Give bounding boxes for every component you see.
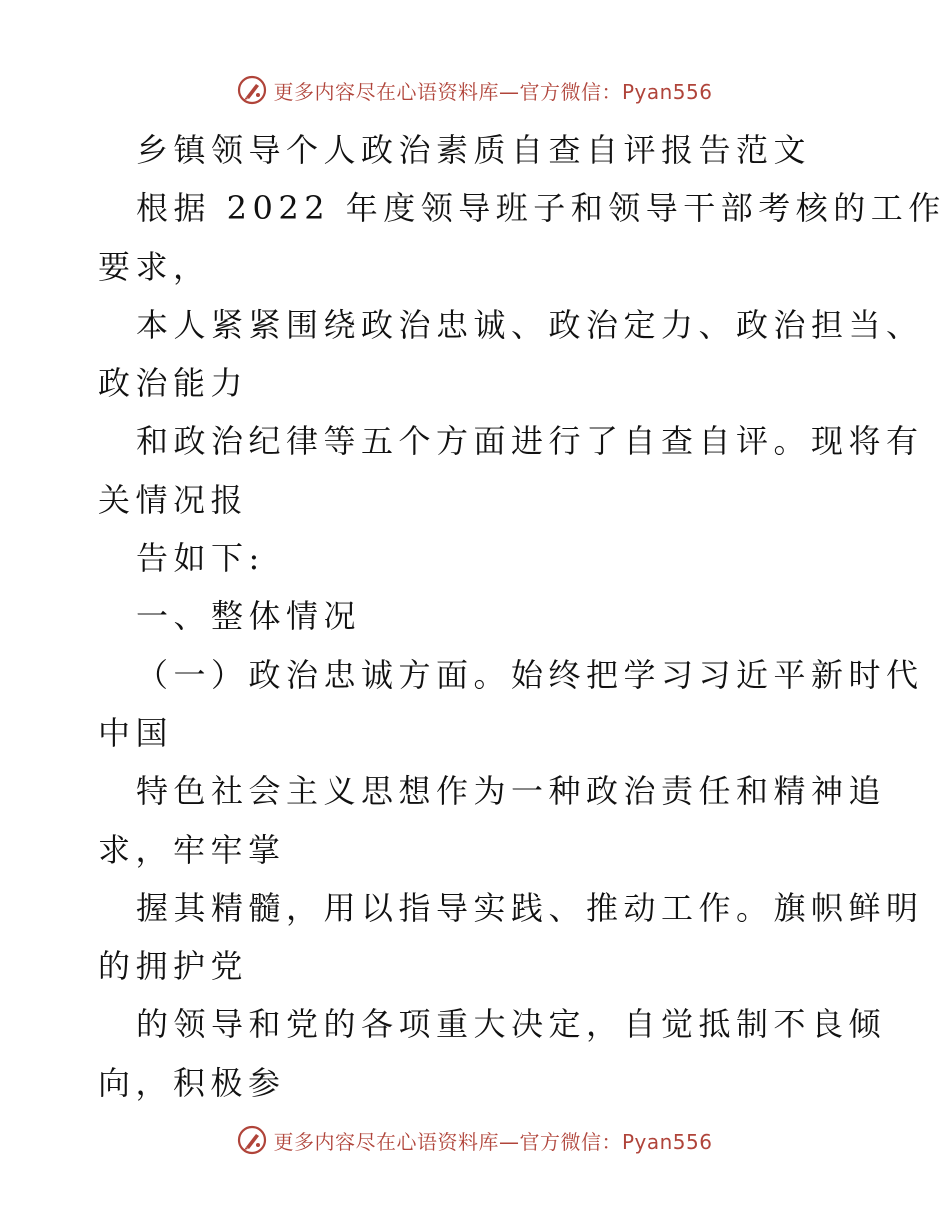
watermark-text: 更多内容尽在心语资料库—官方微信：Pyan556 <box>273 1129 713 1154</box>
paragraph-line: 向，积极参 <box>98 1063 286 1102</box>
document-title: 乡镇领导个人政治素质自查自评报告范文 <box>136 131 812 169</box>
section-heading: 一、整体情况 <box>136 597 362 636</box>
quill-pen-logo-icon <box>237 75 267 105</box>
paragraph-line: 中国 <box>98 713 174 752</box>
paragraph-line: 政治能力 <box>98 364 249 403</box>
quill-pen-logo-icon <box>237 1125 267 1155</box>
footer-watermark <box>0 1120 950 1160</box>
paragraph-line: 根据 2022 年度领导班子和领导干部考核的工作 <box>136 189 946 228</box>
paragraph-line: （一）政治忠诚方面。始终把学习习近平新时代 <box>136 655 924 694</box>
paragraph-line: 关情况报 <box>98 480 249 519</box>
paragraph-line: 告如下: <box>136 539 265 578</box>
paragraph-line: 求，牢牢掌 <box>98 830 286 869</box>
paragraph-line: 特色社会主义思想作为一种政治责任和精神追 <box>136 772 887 811</box>
paragraph-line: 本人紧紧围绕政治忠诚、政治定力、政治担当、 <box>136 305 924 344</box>
paragraph-line: 要求， <box>98 247 211 286</box>
watermark-text: 更多内容尽在心语资料库—官方微信：Pyan556 <box>273 79 713 104</box>
paragraph-line: 的拥护党 <box>98 947 249 986</box>
paragraph-line: 的领导和党的各项重大决定，自觉抵制不良倾 <box>136 1005 887 1044</box>
header-watermark <box>0 70 950 110</box>
document-body <box>98 121 946 1112</box>
paragraph-line: 和政治纪律等五个方面进行了自查自评。现将有 <box>136 422 924 461</box>
paragraph-line: 握其精髓，用以指导实践、推动工作。旗帜鲜明 <box>136 888 924 927</box>
